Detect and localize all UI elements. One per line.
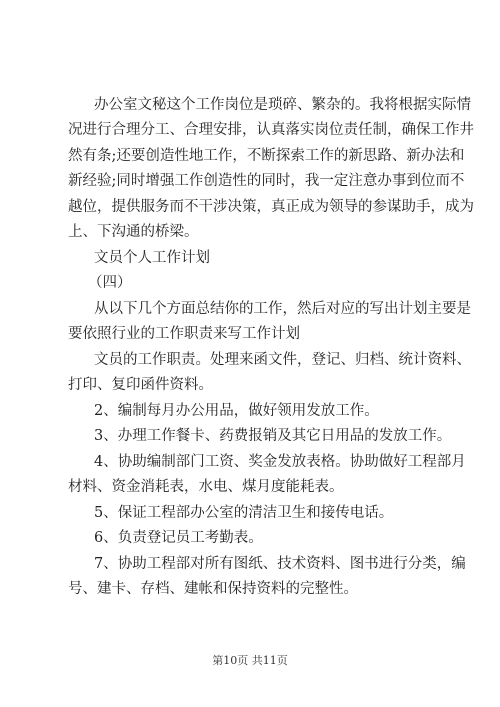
page-footer: 第10页 共11页 [212, 654, 288, 667]
list-item: 2、编制每月办公用品，做好领用发放工作。 [94, 403, 379, 419]
text-line: 文员的工作职责。处理来函文件，登记、归档、统计资料、 [94, 352, 471, 368]
text-line: 从以下几个方面总结你的工作，然后对应的写出计划主要是 [94, 301, 471, 317]
text-line: 上、下沟通的桥梁。 [68, 224, 199, 240]
text-line: 要依照行业的工作职责来写工作计划 [68, 326, 300, 342]
text-line: 新经验;同时增强工作创造性的同时，我一定注意办事到位而不 [68, 173, 465, 189]
text-line: 打印、复印函件资料。 [68, 377, 213, 393]
section-title: 文员个人工作计划 [94, 250, 210, 266]
text-line: 然有条;还要创造性地工作，不断探索工作的新思路、新办法和 [68, 148, 465, 164]
text-line: 办公室文秘这个工作岗位是琐碎、繁杂的。我将根据实际情 [94, 97, 471, 113]
text-line: 越位，提供服务而不干涉决策，真正成为领导的参谋助手，成为 [68, 199, 474, 215]
list-item: 6、负责登记员工考勤表。 [94, 530, 263, 546]
text-line: 号、建卡、存档、建帐和保持资料的完整性。 [68, 581, 358, 597]
list-item: 5、保证工程部办公室的清洁卫生和接传电话。 [94, 505, 394, 521]
text-line: 况进行合理分工、合理安排，认真落实岗位责任制，确保工作井 [68, 122, 474, 138]
list-item: 7、协助工程部对所有图纸、技术资料、图书进行分类，编 [94, 556, 466, 572]
section-number: （四） [88, 275, 132, 291]
list-item: 3、办理工作餐卡、药费报销及其它日用品的发放工作。 [94, 428, 452, 444]
list-item: 4、协助编制部门工资、奖金发放表格。协助做好工程部月 [94, 454, 466, 470]
text-line: 材料、资金消耗表，水电、煤月度能耗表。 [68, 479, 344, 495]
